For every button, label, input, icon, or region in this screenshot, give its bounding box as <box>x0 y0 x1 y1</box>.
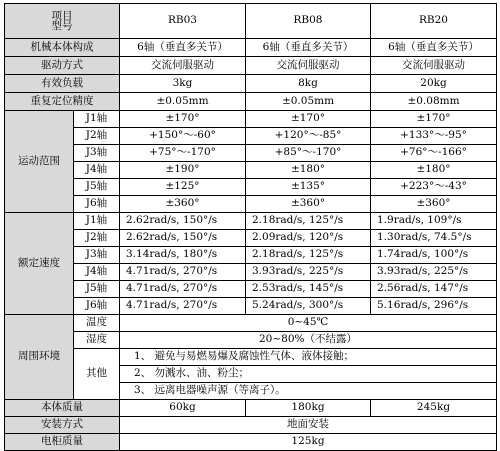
other-item: 2、 勿溅水、油、粉尘； <box>120 366 497 383</box>
temperature-label: 温度 <box>74 315 120 332</box>
speed-row <box>5 230 497 247</box>
speed-value: 4.71rad/s, 270°/s <box>120 264 246 281</box>
structure-value: 6轴（垂直多关节） <box>120 39 246 57</box>
speed-row <box>5 298 497 315</box>
repeatability-label: 重复定位精度 <box>5 93 120 111</box>
axis-label: J2轴 <box>74 128 120 145</box>
speed-row <box>5 264 497 281</box>
payload-value: 8kg <box>246 75 371 93</box>
payload-value: 3kg <box>120 75 246 93</box>
drive-value: 交流伺服驱动 <box>371 57 497 75</box>
motion-range-label: 运动范围 <box>5 111 74 213</box>
motion-value: ±125° <box>120 179 246 196</box>
axis-label: J5轴 <box>74 281 120 298</box>
motion-row <box>5 145 497 162</box>
motion-value: ±170° <box>371 111 497 128</box>
motion-value: +85°～-170° <box>246 145 371 162</box>
speed-value: 3.14rad/s, 180°/s <box>120 247 246 264</box>
axis-label: J1轴 <box>74 213 120 230</box>
humidity-value: 20~80%（不结露） <box>120 332 497 349</box>
header-model-label: 型号 <box>51 20 73 32</box>
motion-value: ±180° <box>246 162 371 179</box>
speed-value: 2.62rad/s, 150°/s <box>120 213 246 230</box>
speed-row <box>5 247 497 264</box>
repeatability-value: ±0.05mm <box>246 93 371 111</box>
structure-value: 6轴（垂直多关节） <box>371 39 497 57</box>
speed-value: 4.71rad/s, 270°/s <box>120 298 246 315</box>
body-mass-value: 180kg <box>246 400 371 417</box>
structure-value: 6轴（垂直多关节） <box>246 39 371 57</box>
motion-value: ±170° <box>246 111 371 128</box>
mounting-row <box>5 417 497 434</box>
model-rb03: RB03 <box>120 4 246 39</box>
motion-row <box>5 196 497 213</box>
other-item: 3、 远离电器噪声源（等离子）。 <box>120 383 497 400</box>
drive-row <box>5 57 497 75</box>
speed-value: 1.9rad/s, 109°/s <box>371 213 497 230</box>
speed-value: 3.93rad/s, 225°/s <box>246 264 371 281</box>
axis-label: J5轴 <box>74 179 120 196</box>
speed-value: 2.18rad/s, 125°/s <box>246 213 371 230</box>
structure-row <box>5 39 497 57</box>
speed-value: 2.18rad/s, 125°/s <box>246 247 371 264</box>
temperature-value: 0~45℃ <box>120 315 497 332</box>
temperature-row <box>5 315 497 332</box>
drive-value: 交流伺服驱动 <box>246 57 371 75</box>
motion-value: +223°～-43° <box>371 179 497 196</box>
header-row <box>5 4 497 39</box>
drive-value: 交流伺服驱动 <box>120 57 246 75</box>
other-row <box>5 349 497 366</box>
mounting-label: 安装方式 <box>5 417 120 434</box>
motion-value: ±360° <box>246 196 371 213</box>
motion-value: +133°～-95° <box>371 128 497 145</box>
motion-value: ±360° <box>120 196 246 213</box>
mounting-value: 地面安装 <box>120 417 497 434</box>
axis-label: J6轴 <box>74 196 120 213</box>
payload-label: 有效负载 <box>5 75 120 93</box>
model-rb20: RB20 <box>371 4 497 39</box>
axis-label: J1轴 <box>74 111 120 128</box>
body-mass-label: 本体质量 <box>5 400 120 417</box>
axis-label: J4轴 <box>74 264 120 281</box>
motion-row <box>5 162 497 179</box>
motion-value: +76°～-166° <box>371 145 497 162</box>
payload-row <box>5 75 497 93</box>
axis-label: J3轴 <box>74 247 120 264</box>
motion-value: ±180° <box>371 162 497 179</box>
body-mass-value: 60kg <box>120 400 246 417</box>
motion-row <box>5 128 497 145</box>
drive-label: 驱动方式 <box>5 57 120 75</box>
model-rb08: RB08 <box>246 4 371 39</box>
speed-value: 4.71rad/s, 270°/s <box>120 281 246 298</box>
speed-value: 2.62rad/s, 150°/s <box>120 230 246 247</box>
payload-value: 20kg <box>371 75 497 93</box>
rated-speed-label: 额定速度 <box>5 213 74 315</box>
body-mass-value: 245kg <box>371 400 497 417</box>
motion-value: ±135° <box>246 179 371 196</box>
motion-value: ±190° <box>120 162 246 179</box>
motion-value: ±170° <box>120 111 246 128</box>
environment-label: 周围环境 <box>5 315 74 400</box>
axis-label: J4轴 <box>74 162 120 179</box>
humidity-row <box>5 332 497 349</box>
speed-value: 2.53rad/s, 145°/s <box>246 281 371 298</box>
cabinet-mass-row <box>5 434 497 451</box>
cabinet-mass-label: 电柜质量 <box>5 434 120 451</box>
motion-value: +120°～-85° <box>246 128 371 145</box>
axis-label: J3轴 <box>74 145 120 162</box>
humidity-label: 湿度 <box>74 332 120 349</box>
motion-value: +75°～-170° <box>120 145 246 162</box>
speed-value: 2.09rad/s, 120°/s <box>246 230 371 247</box>
axis-label: J2轴 <box>74 230 120 247</box>
repeatability-value: ±0.05mm <box>120 93 246 111</box>
speed-value: 5.24rad/s, 300°/s <box>246 298 371 315</box>
structure-label: 机械本体构成 <box>5 39 120 57</box>
spec-table <box>4 3 497 451</box>
speed-row <box>5 281 497 298</box>
header-item-model-cell <box>5 4 120 39</box>
motion-value: ±360° <box>371 196 497 213</box>
speed-row <box>5 213 497 230</box>
body-mass-row <box>5 400 497 417</box>
speed-value: 5.16rad/s, 296°/s <box>371 298 497 315</box>
repeatability-value: ±0.08mm <box>371 93 497 111</box>
motion-row <box>5 179 497 196</box>
axis-label: J6轴 <box>74 298 120 315</box>
other-item: 1、 避免与易燃易爆及腐蚀性气体、液体接触； <box>120 349 497 366</box>
repeatability-row <box>5 93 497 111</box>
speed-value: 3.93rad/s, 225°/s <box>371 264 497 281</box>
other-label: 其他 <box>74 349 120 400</box>
header-item-label: 项目 <box>51 9 73 22</box>
motion-row <box>5 111 497 128</box>
speed-value: 1.30rad/s, 74.5°/s <box>371 230 497 247</box>
speed-value: 2.56rad/s, 147°/s <box>371 281 497 298</box>
motion-value: +150°～-60° <box>120 128 246 145</box>
speed-value: 1.74rad/s, 100°/s <box>371 247 497 264</box>
cabinet-mass-value: 125kg <box>120 434 497 451</box>
